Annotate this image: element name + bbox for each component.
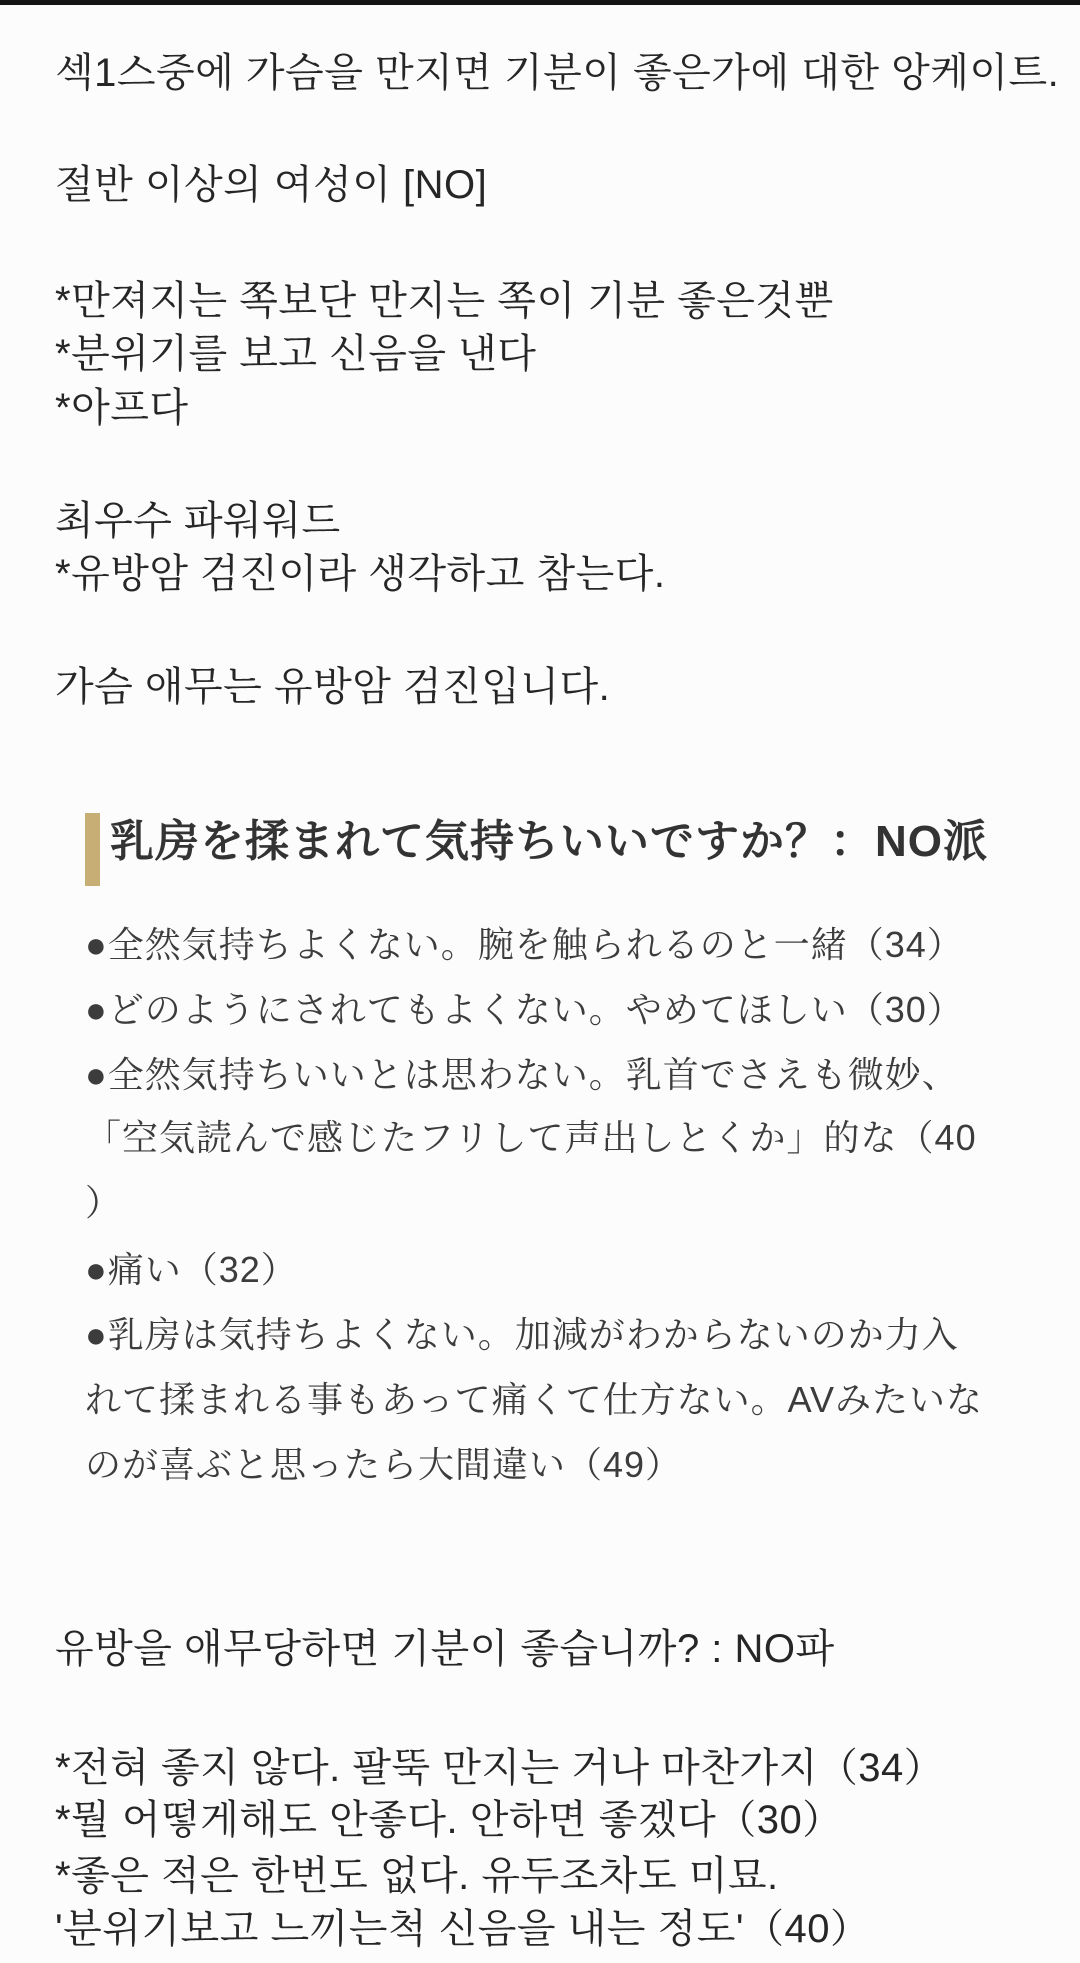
japanese-quote-line: ●痛い（32） bbox=[85, 1249, 298, 1290]
japanese-quote-line: ） bbox=[85, 1182, 123, 1223]
japanese-quote-line: れて揉まれる事もあって痛くて仕方ない。AVみたいな bbox=[85, 1379, 983, 1420]
korean-translation-line: *뭘 어떻게해도 안좋다. 안하면 좋겠다（30） bbox=[55, 1798, 843, 1842]
korean-translation-line: *전혀 좋지 않다. 팔뚝 만지는 거나 마찬가지（34） bbox=[55, 1746, 945, 1790]
korean-translation-line: '분위기보고 느끼는척 신음을 내는 정도'（40） bbox=[55, 1907, 871, 1951]
korean-translation-line: *좋은 적은 한번도 없다. 유두조차도 미묘. bbox=[55, 1854, 779, 1898]
japanese-quote-line: ●乳房は気持ちよくない。加減がわからないのか力入 bbox=[85, 1314, 959, 1355]
korean-translation-heading: 유방을 애무당하면 기분이 좋습니까? : NO파 bbox=[55, 1627, 835, 1671]
japanese-quote-line: ●どのようにされてもよくない。やめてほしい（30） bbox=[85, 989, 964, 1030]
korean-closing-line: 가슴 애무는 유방암 검진입니다. bbox=[55, 665, 611, 709]
korean-powerword-item: *유방암 검진이라 생각하고 참는다. bbox=[55, 552, 666, 596]
japanese-quote-line: ●全然気持ちいいとは思わない。乳首でさえも微妙、 bbox=[85, 1054, 959, 1095]
japanese-quote-heading: 乳房を揉まれて気持ちいいですか？：NO派 bbox=[110, 817, 988, 866]
japanese-quote-line: ●全然気持ちよくない。腕を触られるのと一緒（34） bbox=[85, 924, 964, 965]
japanese-quote-line: 「空気読んで感じたフリして声出しとくか」的な（40 bbox=[85, 1117, 977, 1158]
korean-bullet-3: *아프다 bbox=[55, 386, 189, 430]
korean-bullet-1: *만져지는 쪽보단 만지는 쪽이 기분 좋은것뿐 bbox=[55, 279, 834, 323]
japanese-quote-line: のが喜ぶと思ったら大間違い（49） bbox=[85, 1444, 683, 1485]
korean-bullet-2: *분위기를 보고 신음을 낸다 bbox=[55, 332, 537, 376]
korean-result-line: 절반 이상의 여성이 [NO] bbox=[55, 163, 488, 207]
quote-accent-bar bbox=[85, 813, 100, 886]
korean-intro-line: 섹1스중에 가슴을 만지면 기분이 좋은가에 대한 앙케이트. bbox=[55, 51, 1060, 95]
top-edge-bar bbox=[0, 0, 1080, 5]
korean-powerword-title: 최우수 파워워드 bbox=[55, 499, 341, 543]
